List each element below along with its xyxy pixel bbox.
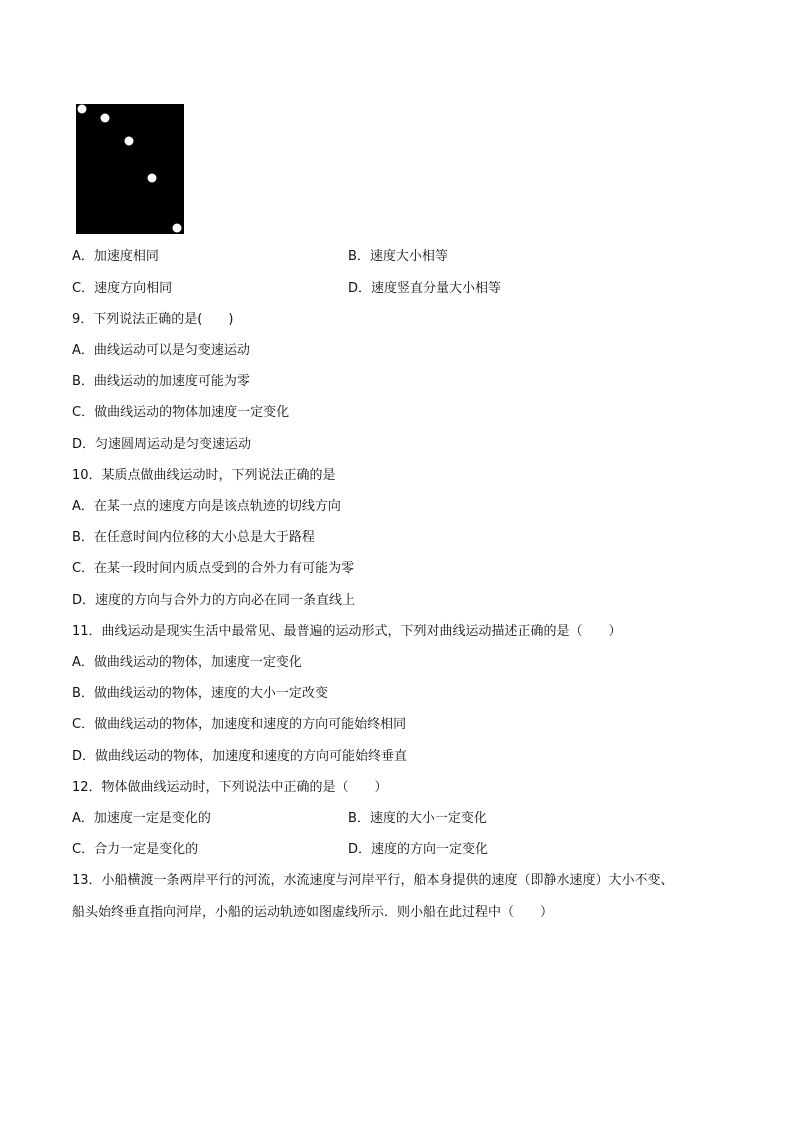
q10-option-a: A．在某一点的速度方向是该点轨迹的切线方向 bbox=[72, 499, 341, 514]
q8-option-b: B．速度大小相等 bbox=[348, 249, 448, 264]
q9-option-c: C．做曲线运动的物体加速度一定变化 bbox=[72, 405, 290, 420]
q11-stem: 11．曲线运动是现实生活中最常见、最普遍的运动形式，下列对曲线运动描述正确的是（ ） bbox=[72, 624, 622, 639]
q12-option-d: D．速度的方向一定变化 bbox=[348, 842, 489, 857]
q12-option-a: A．加速度一定是变化的 bbox=[72, 811, 211, 826]
dot-5 bbox=[173, 224, 182, 233]
q9-option-a: A．曲线运动可以是匀变速运动 bbox=[72, 343, 250, 358]
q10-option-c: C．在某一段时间内质点受到的合外力有可能为零 bbox=[72, 561, 355, 576]
q12-option-b: B．速度的大小一定变化 bbox=[348, 811, 487, 826]
q9-stem: 9．下列说法正确的是( ) bbox=[72, 312, 234, 327]
q10-option-d: D．速度的方向与合外力的方向必在同一条直线上 bbox=[72, 593, 356, 608]
dot-1 bbox=[78, 105, 87, 114]
dot-4 bbox=[148, 174, 157, 183]
q11-option-c: C．做曲线运动的物体，加速度和速度的方向可能始终相同 bbox=[72, 717, 407, 732]
q10-stem: 10．某质点做曲线运动时，下列说法正确的是 bbox=[72, 468, 336, 483]
q8-option-a: A．加速度相同 bbox=[72, 249, 159, 264]
q11-option-b: B．做曲线运动的物体，速度的大小一定改变 bbox=[72, 686, 328, 701]
q11-option-a: A．做曲线运动的物体，加速度一定变化 bbox=[72, 655, 302, 670]
q8-option-c: C．速度方向相同 bbox=[72, 281, 173, 296]
strobe-dots bbox=[76, 104, 184, 234]
q11-option-d: D．做曲线运动的物体，加速度和速度的方向可能始终垂直 bbox=[72, 749, 408, 764]
strobe-photo-figure bbox=[76, 104, 184, 234]
q13-stem-line-1: 13．小船横渡一条两岸平行的河流，水流速度与河岸平行，船本身提供的速度（即静水速度）大小不变、 bbox=[72, 873, 674, 888]
q13-stem-line-2: 船头始终垂直指向河岸，小船的运动轨迹如图虚线所示．则小船在此过程中（ ） bbox=[72, 905, 554, 920]
q9-option-d: D．匀速圆周运动是匀变速运动 bbox=[72, 437, 252, 452]
q8-option-d: D．速度竖直分量大小相等 bbox=[348, 281, 502, 296]
q9-option-b: B．曲线运动的加速度可能为零 bbox=[72, 374, 250, 389]
dot-3 bbox=[125, 137, 134, 146]
q10-option-b: B．在任意时间内位移的大小总是大于路程 bbox=[72, 530, 315, 545]
q12-option-c: C．合力一定是变化的 bbox=[72, 842, 199, 857]
dot-2 bbox=[101, 114, 110, 123]
q12-stem: 12．物体做曲线运动时，下列说法中正确的是（ ） bbox=[72, 780, 388, 795]
